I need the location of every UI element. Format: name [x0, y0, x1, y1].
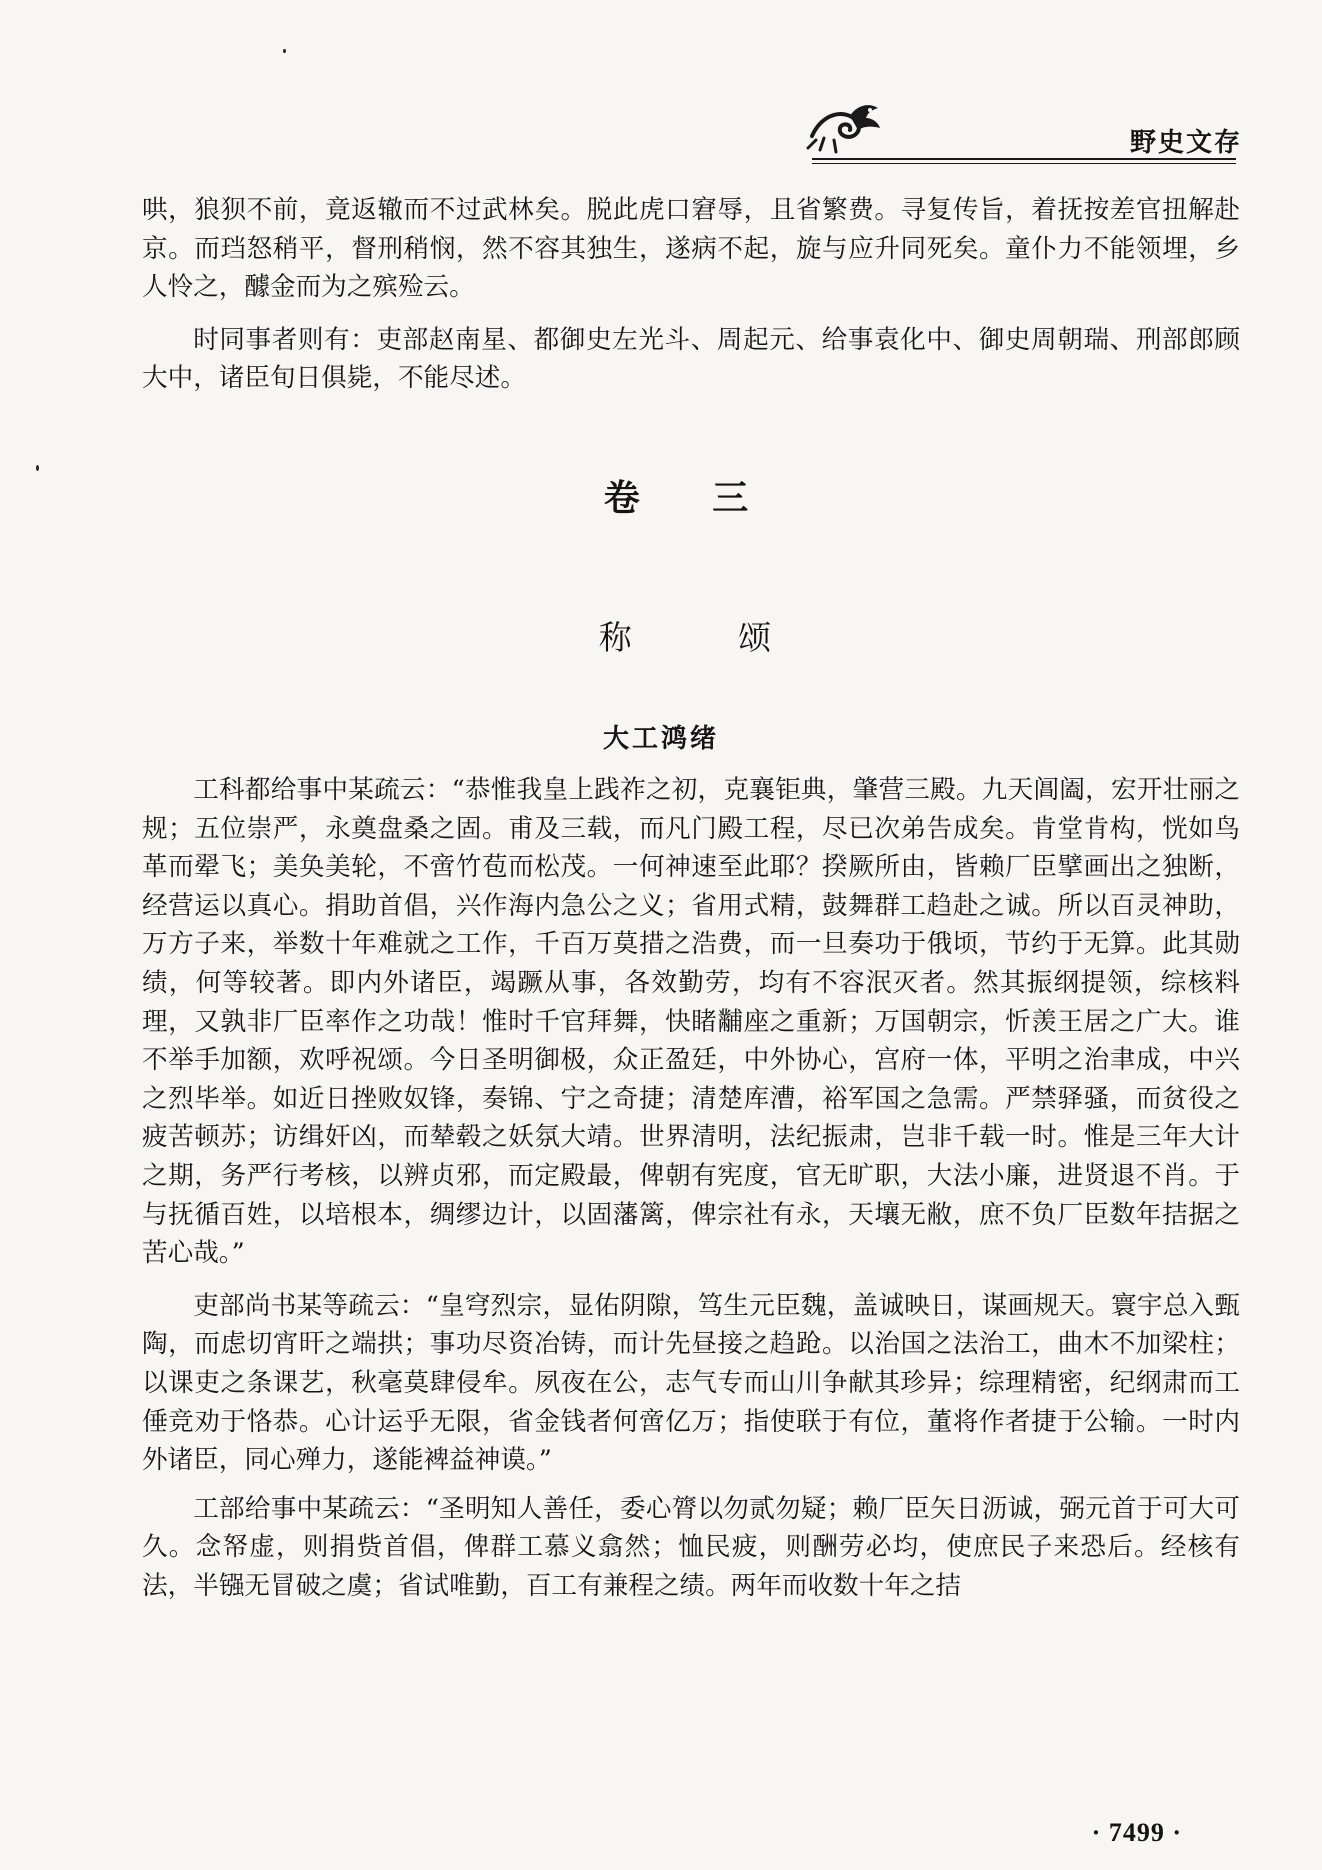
scan-speck — [283, 49, 286, 53]
paragraph: 工部给事中某疏云：“圣明知人善任，委心膂以勿贰勿疑；赖厂臣矢日沥诚，弼元首于可大可久。念帑虚，则捐赀首倡，俾群工慕义翕然；恤民疲，则酬劳必均，使庶民子来恐后。经核有法，半镪无冒破之虞；省试唯勤，百工有兼程之绩。两年而收数十年之拮 — [142, 1493, 1240, 1601]
paragraph: 工科都给事中某疏云：“恭惟我皇上践祚之初，克襄钜典，肇营三殿。九天阊阖，宏开壮丽之规；五位崇严，永奠盘桑之固。甫及三载，而凡门殿工程，尽已次弟告成矣。肯堂肯构，恍如鸟革而翚飞；美奂美轮，不啻竹苞而松茂。一何神速至此耶？揆厥所由，皆赖厂臣擘画出之独断，经营运以真心。捐助首倡，兴作海内急公之义；省用式精，鼓舞群工趋赴之诚。所以百灵神助，万方子来，举数十年难就之工作，千百万莫措之浩费，而一旦奏功于俄顷，节约于无算。此其勋绩，何等较著。即内外诸臣，竭蹶从事，各效勤劳，均有不容泯灭者。然其振纲提领，综核料理，又孰非厂臣率作之功哉！惟时千官拜舞，快睹黼座之重新；万国朝宗，忻羡王居之广大。谁不举手加额，欢呼祝颂。今日圣明御极，众正盈廷，中外协心，宫府一体，平明之治聿成，中兴之烈毕举。如近日挫败奴锋，奏锦、宁之奇捷；清楚库漕，裕军国之急需。严禁驿骚，而贫役之疲苦顿苏；访缉奸凶，而辇毂之妖氛大靖。世界清明，法纪振肃，岂非千载一时。惟是三年大计之期，务严行考核，以辨贞邪，而定殿最，俾朝有宪度，官无旷职，大法小廉，进贤退不肖。于与抚循百姓，以培根本，绸缪边计，以固藩篱，俾宗社有永，天壤无敝，庶不负厂臣数年拮据之苦心哉。” — [142, 775, 1240, 1269]
dragon-emblem-icon — [806, 96, 886, 156]
article-body — [142, 771, 1240, 1605]
paragraph: 吏部尚书某等疏云：“皇穹烈宗，显佑阴隙，笃生元臣魏，盖诚映日，谋画规天。寰宇总入甄陶，而虑切宵旰之端拱；事功尽资冶铸，而计先昼接之趋跄。以治国之法治工，曲木不加梁柱；以课吏之条课艺，秋毫莫肆侵牟。夙夜在公，志气专而山川争献其珍异；综理精密，纪纲肃而工倕竞劝于恪恭。心计运乎无限，省金钱者何啻亿万；指使联于有位，董将作者捷于公输。一时内外诸臣，同心殚力，遂能裨益神谟。” — [142, 1290, 1240, 1476]
header-title: 野史文存 — [1129, 128, 1242, 158]
paragraph: 时同事者则有：吏部赵南星、都御史左光斗、周起元、给事袁化中、御史周朝瑞、刑部郎顾大中，诸臣旬日俱毙，不能尽述。 — [142, 324, 1240, 394]
section-title: 称 颂 — [598, 618, 820, 657]
paragraph: 哄，狼狈不前，竟返辙而不过武林矣。脱此虎口窘辱，且省繁费。寻复传旨，着抚按差官扭解赴京。而珰怒稍平，督刑稍悯，然不容其独生，遂病不起，旋与应升同死矣。童仆力不能领埋，乡人怜之，醵金而为之殡殓云。 — [142, 195, 1240, 303]
article-title: 大工鸿绪 — [602, 724, 719, 754]
header-rule — [812, 158, 1236, 160]
header-rule-thin — [812, 163, 1236, 164]
page-number: · 7499 · — [1091, 1818, 1182, 1847]
chapter-title: 卷 三 — [603, 478, 779, 519]
previous-section-text — [142, 191, 1240, 398]
